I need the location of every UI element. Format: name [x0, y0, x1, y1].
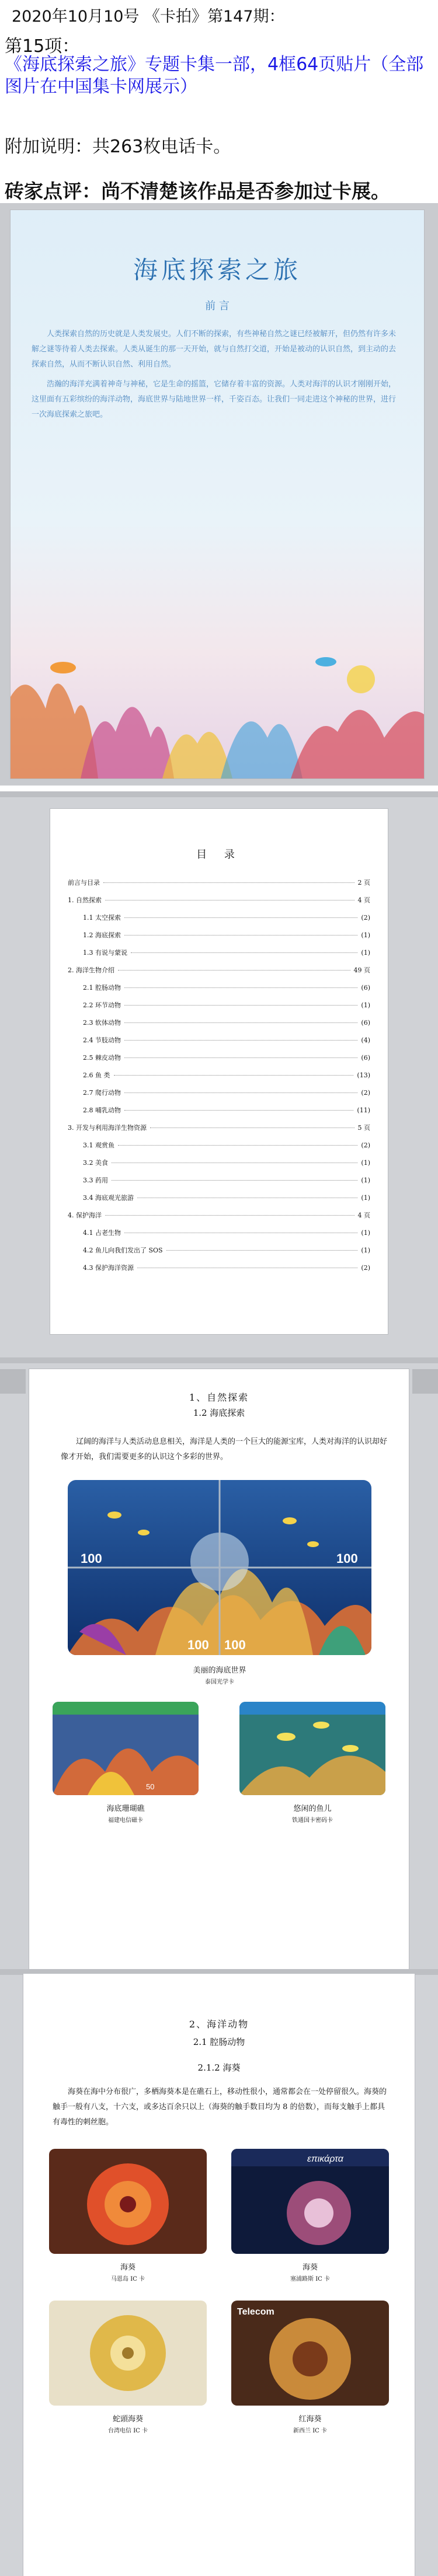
- toc-label: 2.7 爬行动物: [83, 1089, 121, 1097]
- preface-page: [11, 210, 424, 779]
- caption-source: 马恩岛 IC 卡: [111, 2276, 145, 2282]
- toc-label: 4.3 保护海洋资源: [83, 1264, 134, 1272]
- caption-title: 悠闲的鱼儿: [293, 1804, 332, 1813]
- phonecard-fish: [239, 1702, 385, 1795]
- caption-title: 红海葵: [298, 2415, 322, 2424]
- section-paragraph: 辽阔的海洋与人类活动息息相关，海洋是人类的一个巨大的能源宝库，人类对海洋的认识却好像才开始，我们需要更多的认识这个多彩的世界。: [61, 1437, 388, 1461]
- toc-label: 3.3 药用: [83, 1177, 108, 1184]
- toc-page-count: (1): [361, 1247, 370, 1254]
- toc-page-count: (1): [361, 931, 370, 939]
- sheet-marine-animals: [0, 1969, 438, 2576]
- header-title: 《海底探索之旅》专题卡集一部，4框64页贴片（全部图片在中国集卡网展示）: [5, 54, 424, 97]
- toc-page-count: (2): [361, 1264, 370, 1272]
- preface-paragraph-1: 人类探索自然的历史就是人类发展史。人们不断的探索，有些神秘自然之谜已经被解开，但仍然有许多未解之谜等待着人类去探索。人类从诞生的那一天开始，就与自然打交道，开始是被动的认识自然，到主动的去探索自然，从而不断认识自然、利用自然。: [32, 330, 397, 369]
- phonecard-panorama: [68, 1480, 371, 1655]
- phonecard-anemone-2: [231, 2149, 389, 2254]
- toc-page-count: 4 页: [357, 896, 370, 904]
- toc-leader: [124, 987, 357, 988]
- toc-page-count: (1): [361, 1229, 370, 1237]
- caption-source: 新西兰 IC 卡: [293, 2428, 327, 2434]
- section-paragraph: 海葵在海中分布很广，多栖海葵本是在礁石上，移动性很小，通常都会在一处停留很久。海葵的触手一般有八支，十六支，或多达百余只以上（海葵的触手数目均为 8 的倍数），而每支触手上都具有毒性的刺丝胞。: [53, 2088, 387, 2127]
- toc-label: 3. 开发与利用海洋生物资源: [68, 1124, 147, 1132]
- toc-leader: [114, 1075, 354, 1076]
- toc-label: 1. 自然探索: [68, 896, 102, 904]
- preface-heading: 前 言: [205, 300, 230, 312]
- toc-label: 1.2 海底探索: [83, 931, 121, 939]
- toc-page-count: (2): [361, 1142, 370, 1149]
- toc-row: [68, 913, 370, 930]
- animals-page: [23, 1974, 415, 2576]
- toc-label: 2.3 软体动物: [83, 1019, 121, 1027]
- toc-row: [68, 1175, 370, 1193]
- toc-leader: [124, 1110, 353, 1111]
- caption-panorama: [68, 1664, 371, 1685]
- sheet-preface: [0, 203, 438, 786]
- caption-title: 海葵: [302, 2263, 318, 2272]
- header-date-line: 2020年10月10号 《卡拍》第147期：: [12, 8, 285, 26]
- caption-source: 台湾电信 IC 卡: [108, 2428, 148, 2434]
- toc-page-count: 4 页: [357, 1212, 370, 1219]
- caption-title: 海葵: [120, 2263, 135, 2272]
- anemone-image: [231, 2149, 389, 2254]
- card-brand: Telecom: [237, 2307, 274, 2317]
- toc-leader: [166, 1250, 358, 1251]
- toc-row: [68, 983, 370, 1000]
- toc-label: 1.1 太空探索: [83, 914, 121, 922]
- toc-leader: [112, 1180, 357, 1181]
- sheet-contents: [0, 791, 438, 1369]
- caption-coral-reef: [53, 1802, 199, 1824]
- caption-title: 美丽的海底世界: [193, 1666, 246, 1675]
- subsection-title: 2.1 腔肠动物: [193, 2037, 245, 2047]
- toc-page-count: (1): [361, 1001, 370, 1009]
- toc-page-count: (1): [361, 1159, 370, 1167]
- toc-leader: [124, 935, 357, 936]
- toc-leader: [103, 882, 354, 883]
- toc-row: [68, 1158, 370, 1175]
- toc-row: [68, 1105, 370, 1123]
- toc-label: 2.6 鱼 类: [83, 1071, 110, 1079]
- section-title: 1、自然探索: [189, 1392, 249, 1403]
- card-value: 50: [146, 1782, 155, 1791]
- toc-leader: [124, 917, 357, 918]
- toc-row: [68, 1140, 370, 1158]
- toc-label: 3.2 美食: [83, 1159, 108, 1167]
- anemone-image: [231, 2301, 389, 2406]
- toc-leader: [118, 1145, 357, 1146]
- caption-fish: [239, 1802, 385, 1824]
- toc-row: [68, 1263, 370, 1280]
- toc-label: 1.3 有说与蒙说: [83, 949, 127, 957]
- toc-page-count: (2): [361, 914, 370, 922]
- toc-row: [68, 1123, 370, 1140]
- toc-leader: [124, 1040, 357, 1041]
- caption-source: 塞浦路斯 IC 卡: [290, 2276, 330, 2282]
- sheet-ocean-exploration: [0, 1369, 438, 1969]
- toc-page-count: (1): [361, 949, 370, 957]
- phonecard-anemone-4: [231, 2301, 389, 2406]
- anemone-image: [49, 2149, 207, 2254]
- toc-label: 4.1 占老生物: [83, 1229, 121, 1237]
- toc-row: [68, 1018, 370, 1035]
- caption-source: 铁通国卡密码卡: [292, 1817, 333, 1824]
- toc-label: 2. 海洋生物介绍: [68, 966, 114, 974]
- section-title: 2、海洋动物: [189, 2019, 249, 2030]
- fish-card-image: [239, 1702, 385, 1795]
- toc-leader: [131, 952, 357, 953]
- toc-page-count: 2 页: [357, 879, 370, 886]
- caption-anemone-4: [231, 2413, 389, 2434]
- toc-label: 4. 保护海洋: [68, 1212, 102, 1219]
- toc-page-count: (2): [361, 1089, 370, 1097]
- toc-label: 2.8 哺乳动物: [83, 1107, 121, 1114]
- contents-page: [50, 809, 388, 1334]
- caption-anemone-2: [231, 2261, 389, 2282]
- toc-row: [68, 1193, 370, 1210]
- toc-label: 2.2 环节动物: [83, 1001, 121, 1009]
- toc-leader: [124, 1022, 357, 1023]
- toc-label: 2.1 腔肠动物: [83, 984, 121, 992]
- caption-source: 泰国光学卡: [205, 1679, 234, 1685]
- header-item-number: 第15项：: [5, 36, 80, 57]
- sleeve-clip: [412, 1369, 438, 1394]
- preface-paragraph-2: 浩瀚的海洋充满着神奇与神秘，它是生命的摇篮，它储存着丰富的资源。人类对海洋的认识才刚刚开始，这里面有五彩缤纷的海洋动物，海底世界与陆地世界一样，千姿百态。让我们一同走进这个神秘的世界，进行一次海底探索之旅吧。: [32, 380, 397, 419]
- caption-anemone-3: [49, 2413, 207, 2434]
- toc-row: [68, 1070, 370, 1088]
- toc-page-count: (4): [361, 1036, 370, 1044]
- toc-label: 2.5 棘皮动物: [83, 1054, 121, 1062]
- sleeve-band: [0, 791, 438, 797]
- toc-page-count: (1): [361, 1177, 370, 1184]
- subsection-title-2: 2.1.2 海葵: [197, 2062, 241, 2073]
- toc-row: [68, 1053, 370, 1070]
- toc-label: 3.1 观赏鱼: [83, 1142, 114, 1149]
- toc-leader: [105, 1215, 354, 1216]
- toc-leader: [118, 970, 350, 971]
- caption-source: 福建电信磁卡: [108, 1817, 143, 1824]
- caption-title: 海底珊瑚礁: [106, 1804, 145, 1813]
- toc-row: [68, 930, 370, 948]
- toc-row: [68, 1088, 370, 1105]
- subsection-title: 1.2 海底探索: [193, 1408, 245, 1418]
- toc-page-count: (1): [361, 1194, 370, 1202]
- toc-page-count: (6): [361, 1054, 370, 1062]
- sleeve-clip: [0, 1369, 26, 1394]
- card-value: 100: [81, 1551, 102, 1566]
- header-note: 附加说明：共263枚电话卡。: [5, 137, 231, 157]
- caption-anemone-1: [49, 2261, 207, 2282]
- toc-list: [68, 878, 370, 1280]
- header-comment: 砖家点评：尚不清楚该作品是否参加过卡展。: [5, 180, 390, 203]
- coral-reef-image: [68, 1480, 371, 1655]
- card-value: 100: [336, 1551, 358, 1566]
- toc-page-count: 49 页: [353, 966, 370, 974]
- coral-card-image: [53, 1702, 199, 1795]
- phonecard-anemone-3: [49, 2301, 207, 2406]
- coral-decoration: [11, 644, 424, 779]
- toc-row: [68, 965, 370, 983]
- toc-leader: [124, 1092, 357, 1093]
- toc-leader: [124, 1005, 357, 1006]
- ocean-page: [29, 1369, 409, 1969]
- toc-row: [68, 1035, 370, 1053]
- card-brand: επικάρτα: [307, 2154, 343, 2164]
- toc-label: 前言与目录: [68, 879, 100, 886]
- anemone-image: [49, 2301, 207, 2406]
- toc-label: 4.2 鱼儿向我们发出了 SOS: [83, 1247, 163, 1254]
- sleeve-band: [0, 1357, 438, 1363]
- toc-row: [68, 895, 370, 913]
- toc-leader: [124, 1057, 357, 1058]
- preface-title: 海底探索之旅: [133, 256, 301, 284]
- toc-title: 目 录: [196, 849, 242, 861]
- card-value: 100: [187, 1638, 209, 1652]
- toc-label: 3.4 海底观光旅游: [83, 1194, 134, 1202]
- caption-title: 蛇頭海葵: [112, 2415, 143, 2424]
- toc-page-count: 5 页: [357, 1124, 370, 1132]
- toc-page-count: (13): [357, 1071, 370, 1079]
- card-value: 100: [224, 1638, 246, 1652]
- toc-page-count: (6): [361, 984, 370, 992]
- toc-row: [68, 1000, 370, 1018]
- toc-row: [68, 948, 370, 965]
- toc-row: [68, 1245, 370, 1263]
- toc-row: [68, 1228, 370, 1245]
- toc-row: [68, 878, 370, 895]
- preface-body: [32, 327, 403, 423]
- phonecard-coral-reef: [53, 1702, 199, 1795]
- toc-row: [68, 1210, 370, 1228]
- toc-label: 2.4 节肢动物: [83, 1036, 121, 1044]
- toc-page-count: (6): [361, 1019, 370, 1027]
- toc-page-count: (11): [357, 1107, 370, 1114]
- phonecard-anemone-1: [49, 2149, 207, 2254]
